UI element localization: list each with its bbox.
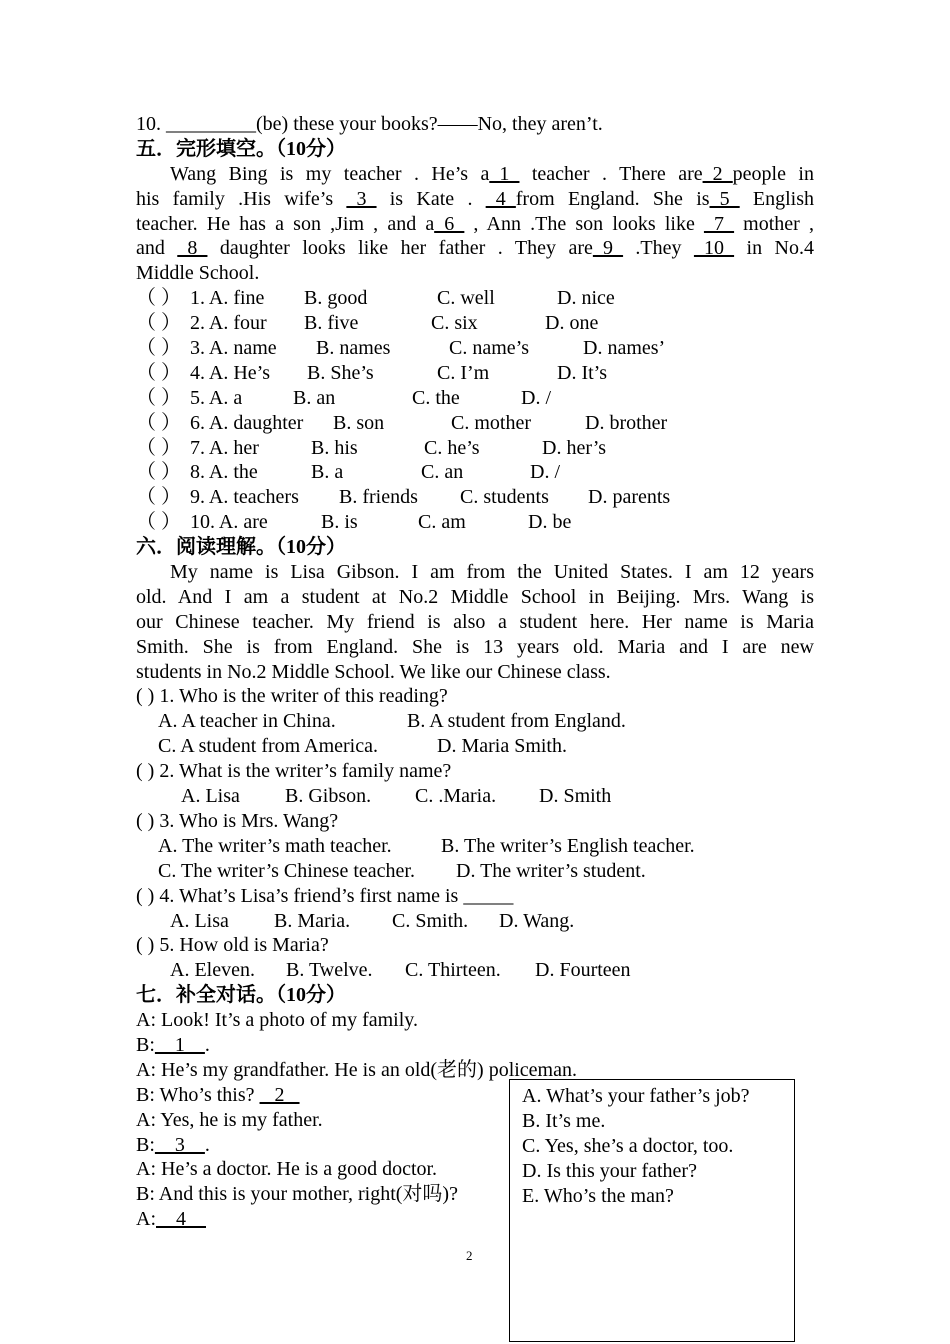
cloze-blank-5[interactable]: _5_ bbox=[709, 187, 740, 210]
dialog-choice: E. Who’s the man? bbox=[522, 1184, 674, 1207]
reading-options: A. A teacher in China. B. A student from England. bbox=[158, 710, 626, 733]
cloze-option[interactable]: 6. A. daughter bbox=[190, 411, 304, 434]
dialog-blank[interactable]: 2 bbox=[259, 1083, 300, 1106]
cloze-blank-2[interactable]: _2_ bbox=[702, 162, 733, 185]
cloze-blank-1[interactable]: _1_ bbox=[489, 162, 520, 185]
dialog-choice: B. It’s me. bbox=[522, 1109, 606, 1132]
reading-passage-line: old. And I am a student at No.2 Middle School in Beijing. Mrs. Wang is bbox=[136, 585, 814, 608]
section-7-heading: 七．补全对话。（10分） bbox=[136, 984, 346, 1007]
reading-options: A. Lisa B. Maria. C. Smith. D. Wang. bbox=[170, 909, 575, 932]
dialog-line bbox=[136, 1033, 814, 1058]
cloze-option[interactable]: C. he’s bbox=[424, 436, 480, 459]
dialog-text: B: Who’s this? bbox=[136, 1083, 260, 1106]
cloze-option[interactable]: C. an bbox=[421, 461, 464, 484]
reading-question-3[interactable]: ( ) 3. Who is Mrs. Wang? bbox=[136, 809, 339, 832]
section-6-heading: 六．阅读理解。（10分） bbox=[136, 536, 346, 559]
reading-question-5[interactable]: ( ) 5. How old is Maria? bbox=[136, 934, 329, 957]
cloze-option[interactable]: B. is bbox=[321, 511, 358, 534]
cloze-option[interactable]: D. brother bbox=[585, 411, 668, 434]
cloze-option[interactable]: B. an bbox=[293, 386, 336, 409]
cloze-blank-8[interactable]: _8_ bbox=[177, 237, 208, 260]
answer-paren[interactable]: （ ） bbox=[136, 461, 181, 484]
blank[interactable]: _________ bbox=[166, 113, 256, 135]
cloze-blank-6[interactable]: _6_ bbox=[434, 212, 465, 235]
dialog-text: . bbox=[204, 1133, 210, 1156]
cloze-option[interactable]: 9. A. teachers bbox=[190, 486, 299, 509]
page-number: 2 bbox=[466, 1248, 473, 1263]
cloze-option-row bbox=[136, 436, 814, 461]
answer-paren[interactable]: （ ） bbox=[136, 361, 181, 384]
dialog-text: . bbox=[204, 1033, 210, 1056]
question-number: 10. bbox=[136, 113, 166, 135]
dialog-text: B: bbox=[136, 1033, 155, 1056]
cloze-option[interactable]: B. five bbox=[304, 312, 359, 335]
cloze-option-row bbox=[136, 411, 814, 436]
reading-question-2[interactable]: ( ) 2. What is the writer’s family name? bbox=[136, 760, 452, 783]
cloze-option-row bbox=[136, 510, 814, 535]
cloze-blank-7[interactable]: _7_ bbox=[704, 212, 734, 235]
reading-passage-line: our Chinese teacher. My friend is also a student here. Her name is Maria bbox=[136, 610, 814, 633]
cloze-option[interactable]: C. the bbox=[412, 386, 460, 409]
reading-passage-line: Smith. She is from England. She is 13 years old. Maria and I are new bbox=[136, 635, 814, 658]
dialog-choice: A. What’s your father’s job? bbox=[522, 1085, 750, 1107]
reading-options: C. A student from America. D. Maria Smith. bbox=[158, 735, 567, 758]
cloze-passage-line: his family .His wife’s _3_ is Kate . _4_from England. She is_5_ English bbox=[136, 187, 814, 210]
cloze-option[interactable]: D. It’s bbox=[557, 361, 607, 384]
cloze-blank-3[interactable]: _3_ bbox=[346, 187, 377, 210]
cloze-option[interactable]: D. her’s bbox=[542, 436, 607, 459]
answer-paren[interactable]: （ ） bbox=[136, 312, 181, 335]
cloze-passage-line: Wang Bing is my teacher . He’s a_1_ teacher . There are_2_people in bbox=[170, 162, 814, 185]
question-text: (be) these your books?——No, they aren’t. bbox=[256, 113, 603, 135]
reading-question-4[interactable]: ( ) 4. What’s Lisa’s friend’s first name is _____ bbox=[136, 884, 514, 907]
dialog-choice: D. Is this your father? bbox=[522, 1159, 697, 1182]
cloze-option[interactable]: C. mother bbox=[451, 411, 531, 434]
dialog-blank[interactable]: 1 bbox=[154, 1033, 205, 1056]
reading-question-1[interactable]: ( ) 1. Who is the writer of this reading? bbox=[136, 685, 448, 708]
cloze-option[interactable]: B. names bbox=[316, 337, 391, 360]
cloze-option[interactable]: C. I’m bbox=[437, 361, 490, 384]
reading-passage-line: My name is Lisa Gibson. I am from the United States. I am 12 years bbox=[170, 561, 814, 584]
cloze-passage-line: and _8_ daughter looks like her father . They are_9_ .They _10_ in No.4 bbox=[136, 237, 814, 260]
reading-options: C. The writer’s Chinese teacher. D. The writer’s student. bbox=[158, 859, 646, 882]
dialog-line bbox=[136, 1008, 814, 1033]
dialog-text: A: Look! It’s a photo of my family. bbox=[136, 1009, 418, 1032]
section-5-heading: 五．完形填空。（10分） bbox=[136, 137, 346, 160]
cloze-option[interactable]: B. son bbox=[333, 411, 385, 434]
dialog-text: A: He’s a doctor. He is a good doctor. bbox=[136, 1158, 438, 1181]
cloze-option[interactable]: 8. A. the bbox=[190, 461, 258, 484]
question-10 bbox=[136, 112, 814, 137]
cloze-option[interactable]: 5. A. a bbox=[190, 386, 243, 409]
cloze-option[interactable]: 1. A. fine bbox=[190, 287, 265, 310]
cloze-option[interactable]: C. am bbox=[418, 511, 466, 534]
answer-paren[interactable]: （ ） bbox=[136, 287, 181, 310]
dialog-blank[interactable]: 4 bbox=[156, 1208, 206, 1231]
cloze-option[interactable]: C. well bbox=[437, 287, 495, 310]
dialog-text: A: He’s my grandfather. He is an old(老的) policeman. bbox=[136, 1058, 577, 1081]
cloze-option[interactable]: B. friends bbox=[339, 486, 418, 509]
dialog-text: B: And this is your mother, right(对吗)? bbox=[136, 1183, 458, 1206]
answer-paren[interactable]: （ ） bbox=[136, 386, 181, 409]
answer-paren[interactable]: （ ） bbox=[136, 511, 181, 534]
cloze-blank-10[interactable]: _10_ bbox=[694, 237, 735, 260]
cloze-option[interactable]: 4. A. He’s bbox=[190, 361, 270, 384]
worksheet-page bbox=[136, 112, 814, 1232]
cloze-blank-4[interactable]: _4_ bbox=[485, 187, 516, 210]
cloze-option-row bbox=[136, 485, 814, 510]
cloze-option-row bbox=[136, 361, 814, 386]
answer-paren[interactable]: （ ） bbox=[136, 411, 181, 434]
cloze-option[interactable]: 7. A. her bbox=[190, 436, 259, 459]
cloze-option[interactable]: C. students bbox=[460, 486, 549, 509]
dialog-choices-box bbox=[509, 1079, 795, 1342]
answer-paren[interactable]: （ ） bbox=[136, 337, 181, 360]
reading-passage-line: students in No.2 Middle School. We like our Chinese class. bbox=[136, 660, 611, 683]
cloze-blank-9[interactable]: _9_ bbox=[592, 237, 623, 260]
cloze-option[interactable]: B. his bbox=[311, 436, 358, 459]
cloze-option[interactable]: C. six bbox=[431, 312, 478, 335]
cloze-options bbox=[136, 286, 814, 535]
cloze-option-row bbox=[136, 386, 814, 411]
reading-options: A. Eleven. B. Twelve. C. Thirteen. D. Fourteen bbox=[170, 959, 631, 982]
cloze-option[interactable]: 3. A. name bbox=[190, 337, 277, 360]
cloze-option[interactable]: 10. A. are bbox=[190, 511, 268, 534]
dialog-text: B: bbox=[136, 1133, 155, 1156]
dialog-text: A: bbox=[136, 1208, 156, 1231]
cloze-option-row bbox=[136, 286, 814, 311]
reading-options: A. Lisa B. Gibson. C. .Maria. D. Smith bbox=[181, 785, 612, 808]
cloze-option-row bbox=[136, 311, 814, 336]
cloze-option[interactable]: B. She’s bbox=[307, 361, 374, 384]
answer-paren[interactable]: （ ） bbox=[136, 436, 181, 459]
dialog-blank[interactable]: 3 bbox=[154, 1133, 205, 1156]
answer-paren[interactable]: （ ） bbox=[136, 486, 181, 509]
cloze-option[interactable]: D. names’ bbox=[583, 337, 666, 360]
cloze-option-row bbox=[136, 460, 814, 485]
cloze-passage-line: teacher. He has a son ,Jim , and a_6_ , Ann .The son looks like _7_ mother , bbox=[136, 212, 814, 235]
cloze-option-row bbox=[136, 336, 814, 361]
dialog-text: A: Yes, he is my father. bbox=[136, 1108, 323, 1131]
cloze-passage-line: Middle School. bbox=[136, 262, 260, 285]
cloze-option[interactable]: B. a bbox=[311, 461, 344, 484]
cloze-option[interactable]: D. parents bbox=[588, 486, 671, 509]
cloze-option[interactable]: D. one bbox=[545, 312, 599, 335]
cloze-option[interactable]: C. name’s bbox=[449, 337, 529, 360]
cloze-option[interactable]: D. nice bbox=[557, 287, 615, 310]
cloze-option[interactable]: D. / bbox=[521, 386, 551, 409]
cloze-option[interactable]: D. be bbox=[528, 511, 572, 534]
reading-options: A. The writer’s math teacher. B. The writer’s English teacher. bbox=[158, 834, 695, 857]
cloze-option[interactable]: D. / bbox=[530, 461, 560, 484]
dialog-choice: C. Yes, she’s a doctor, too. bbox=[522, 1134, 734, 1157]
cloze-option[interactable]: B. good bbox=[304, 287, 368, 310]
cloze-option[interactable]: 2. A. four bbox=[190, 312, 267, 335]
